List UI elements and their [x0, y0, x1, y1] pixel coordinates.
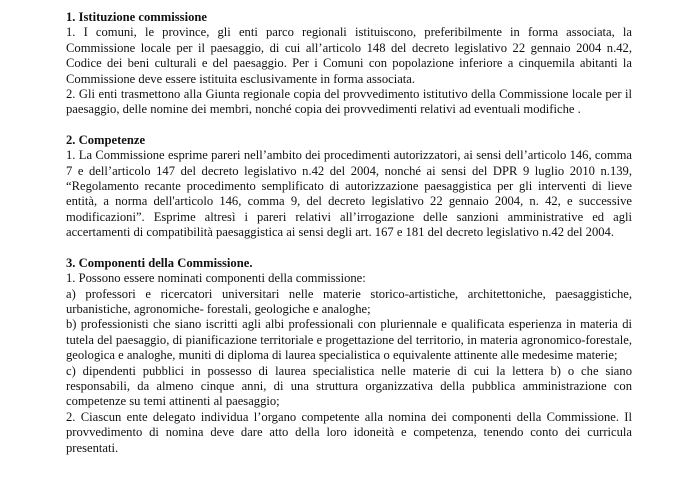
section-istituzione-commissione [66, 10, 632, 118]
section-heading: 2. Competenze [66, 132, 146, 147]
list-item: a) professori e ricercatori universitari nelle materie storico-artistiche, architettoniche, paesaggistiche, urbanistiche, agronomiche- forestali, geologiche e analoghe; [66, 286, 632, 316]
section-competenze [66, 133, 632, 241]
section-heading: 3. Componenti della Commissione. [66, 255, 253, 270]
section-heading: 1. Istituzione commissione [66, 10, 207, 24]
paragraph: 1. La Commissione esprime pareri nell’ambito dei procedimenti autorizzatori, ai sensi dell’articolo 146, comma 7 e dell’articolo 147 del decreto legislativo n.42 del 2004, nonché ai sensi del DPR 9 luglio 2010 n.139, “Regolamento recante procedimento semplificato di autorizzazione paesaggistica per gli interventi di lieve entità, a norma dell'articolo 146, comma 9, del decreto legislativo 22 gennaio 2004, n. 42, e successive modificazioni”. Esprime altresì i pareri relativi all’irrogazione delle sanzioni amministrative ed agli accertamenti di compatibilità paesaggistica ai sensi degli art. 167 e 181 del decreto legislativo n.42 del 2004. [66, 148, 632, 240]
list-item: b) professionisti che siano iscritti agli albi professionali con pluriennale e qualificata esperienza in materia di tutela del paesaggio, di pianificazione territoriale e progettazione del territorio, in materia agronomico-forestale, geologica e analoghe, muniti di diploma di laurea specialistica o equivalente attinente alle medesime materie; [66, 317, 632, 363]
document-page [66, 10, 632, 456]
paragraph: 2. Ciascun ente delegato individua l’organo competente alla nomina dei componenti della Commissione. Il provvedimento di nomina deve dare atto della loro idoneità e competenza, tenendo conto dei curricula presentati. [66, 409, 632, 455]
paragraph: 1. I comuni, le province, gli enti parco regionali istituiscono, preferibilmente in forma associata, la Commissione locale per il paesaggio, di cui all’articolo 148 del decreto legislativo 22 gennaio 2004 n.42, Codice dei beni culturali e del paesaggio. Per i Comuni con popolazione inferiore a cinquemila abitanti la Commissione deve essere istituita esclusivamente in forma associata. [66, 25, 632, 86]
list-item: c) dipendenti pubblici in possesso di laurea specialistica nelle materie di cui la lettera b) o che siano responsabili, da almeno cinque anni, di una struttura organizzativa della pubblica amministrazione con competenze su temi attinenti al paesaggio; [66, 363, 632, 409]
section-componenti-commissione [66, 256, 632, 456]
paragraph: 1. Possono essere nominati componenti della commissione: [66, 271, 366, 286]
paragraph: 2. Gli enti trasmettono alla Giunta regionale copia del provvedimento istitutivo della Commissione locale per il paesaggio, delle nomine dei membri, nonché copia dei provvedimenti relativi ad eventuali modifiche . [66, 87, 632, 117]
